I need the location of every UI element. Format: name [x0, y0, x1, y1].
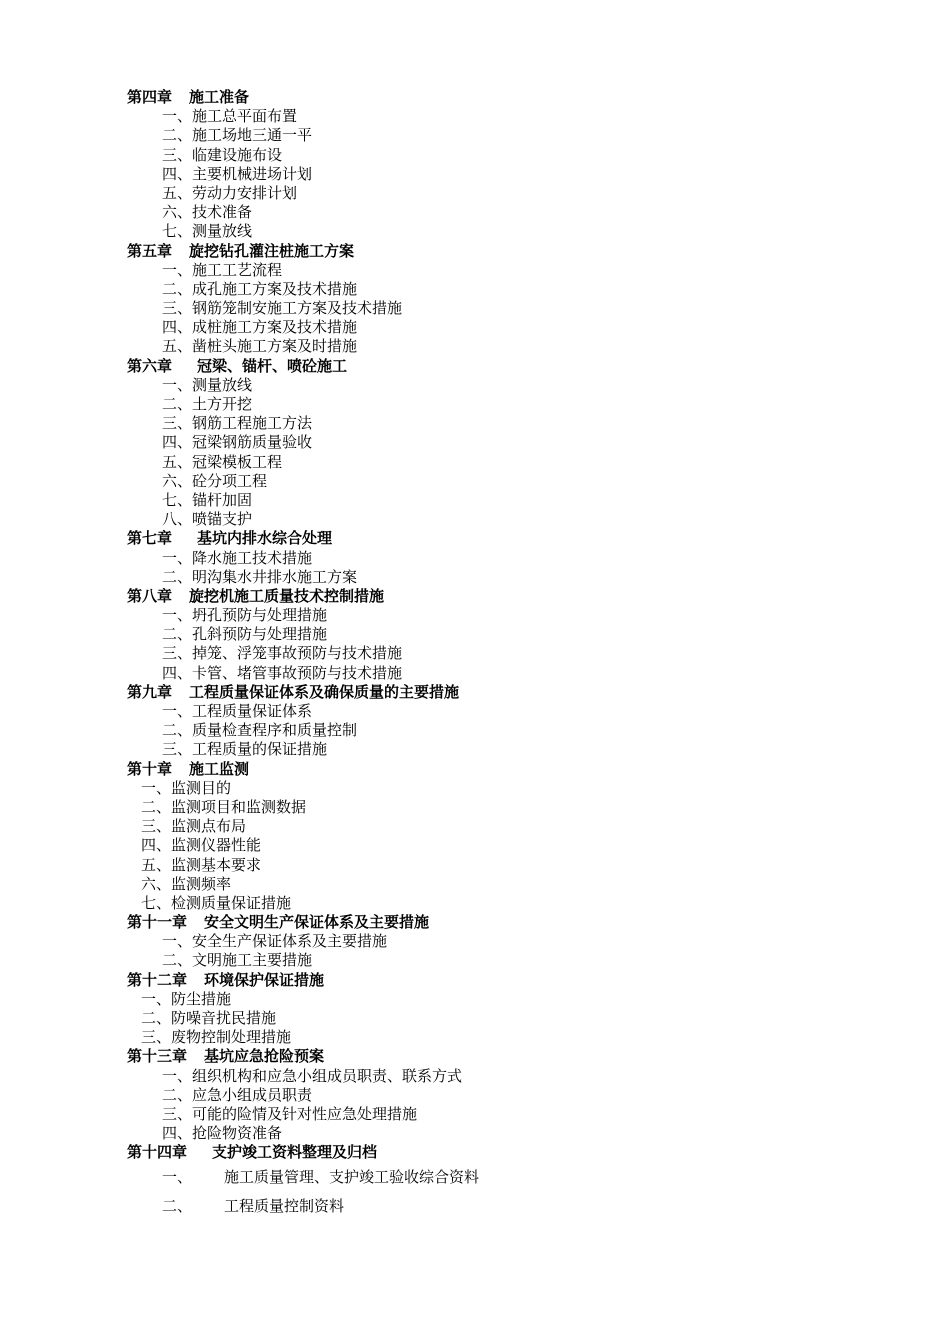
- section-item: [127, 779, 907, 798]
- section-item: [127, 875, 907, 894]
- section-number: 五、: [162, 337, 193, 356]
- section-number: 一、: [162, 260, 193, 279]
- section-title: 抢险物资准备: [192, 1124, 283, 1143]
- section-item: [127, 261, 907, 280]
- section-title: 文明施工主要措施: [192, 951, 313, 970]
- chapter-title: 施工监测: [189, 759, 250, 778]
- chapter-title: 工程质量保证体系及确保质量的主要措施: [189, 682, 460, 701]
- chapter-heading: [127, 88, 907, 107]
- section-title: 劳动力安排计划: [192, 183, 298, 202]
- chapter-heading: [127, 1143, 907, 1162]
- section-number: 一、: [162, 606, 193, 625]
- section-item: [127, 146, 907, 165]
- chapter-number: 第九章: [127, 682, 173, 701]
- chapter-title: 基坑应急抢险预案: [204, 1047, 325, 1066]
- section-item: [127, 433, 907, 452]
- section-title: 主要机械进场计划: [192, 164, 313, 183]
- chapter-heading: [127, 683, 907, 702]
- chapter-number: 第十二章: [127, 970, 188, 989]
- section-title: 废物控制处理措施: [171, 1028, 292, 1047]
- section-number: 二、: [162, 279, 193, 298]
- section-number: 三、: [141, 817, 172, 836]
- section-title: 孔斜预防与处理措施: [192, 625, 328, 644]
- section-title: 工程质量保证体系: [192, 702, 313, 720]
- section-item: [127, 856, 907, 875]
- section-title: 检测质量保证措施: [171, 893, 292, 912]
- section-item: [127, 318, 907, 337]
- section-item: [127, 1105, 907, 1124]
- section-title: 钢筋工程施工方法: [192, 414, 313, 433]
- section-item: [127, 1086, 907, 1105]
- chapter-heading: [127, 357, 907, 376]
- section-number: 二、: [141, 1009, 172, 1027]
- section-number: 四、: [141, 836, 172, 855]
- section-number: 八、: [162, 510, 193, 529]
- section-number: 四、: [162, 164, 193, 183]
- chapter-title: 环境保护保证措施: [204, 970, 325, 989]
- section-number: 六、: [141, 874, 172, 893]
- section-item: [127, 1009, 907, 1028]
- section-item: [127, 1163, 907, 1192]
- section-item: [127, 798, 907, 817]
- section-number: 一、: [141, 778, 172, 797]
- section-number: 二、: [162, 1085, 193, 1104]
- section-title: 测量放线: [192, 375, 253, 394]
- section-number: 三、: [162, 644, 193, 663]
- section-item: [127, 951, 907, 970]
- chapter-number: 第四章: [127, 88, 173, 106]
- chapter-title: 冠梁、锚杆、喷砼施工: [197, 356, 348, 375]
- chapter-title: 基坑内排水综合处理: [197, 529, 333, 548]
- section-number: 七、: [162, 490, 193, 509]
- chapter-title: 旋挖钻孔灌注桩施工方案: [189, 241, 355, 260]
- section-title: 监测频率: [171, 874, 232, 893]
- chapter-heading: [127, 242, 907, 261]
- section-title: 质量检查程序和质量控制: [192, 721, 358, 740]
- table-of-contents: [127, 88, 907, 1221]
- section-number: 二、: [162, 721, 193, 740]
- chapter-heading: [127, 529, 907, 548]
- chapter-number: 第十一章: [127, 913, 188, 932]
- section-number: 一、: [162, 548, 193, 567]
- section-item: [127, 222, 907, 241]
- section-title: 工程质量的保证措施: [192, 740, 328, 759]
- section-item: [127, 165, 907, 184]
- section-title: 临建设施布设: [192, 145, 283, 164]
- section-title: 凿桩头施工方案及时措施: [192, 337, 358, 356]
- section-item: [127, 395, 907, 414]
- section-number: 四、: [162, 433, 193, 452]
- section-title: 锚杆加固: [192, 490, 253, 509]
- section-number: 六、: [162, 471, 193, 490]
- section-number: 三、: [162, 1104, 193, 1123]
- section-number: 三、: [141, 1028, 172, 1047]
- section-item: [127, 664, 907, 683]
- section-item: [127, 606, 907, 625]
- section-item: [127, 299, 907, 318]
- section-item: [127, 280, 907, 299]
- chapter-number: 第五章: [127, 241, 173, 260]
- section-title: 冠梁钢筋质量验收: [192, 433, 313, 452]
- section-title: 施工质量管理、支护竣工验收综合资料: [224, 1167, 480, 1186]
- section-title: 应急小组成员职责: [192, 1085, 313, 1104]
- section-title: 技术准备: [192, 203, 253, 222]
- section-item: [127, 472, 907, 491]
- section-title: 降水施工技术措施: [192, 548, 313, 567]
- chapter-number: 第十三章: [127, 1047, 188, 1066]
- section-number: 二、: [162, 395, 193, 413]
- section-item: [127, 721, 907, 740]
- section-title: 防噪音扰民措施: [171, 1009, 277, 1027]
- chapter-number: 第八章: [127, 586, 173, 605]
- section-item: [127, 184, 907, 203]
- section-number: 五、: [162, 452, 193, 471]
- section-item: [127, 625, 907, 644]
- section-number: 一、: [162, 375, 193, 394]
- section-item: [127, 453, 907, 472]
- section-title: 可能的险情及针对性应急处理措施: [192, 1104, 418, 1123]
- section-title: 施工场地三通一平: [192, 126, 313, 145]
- section-number: 一、: [141, 989, 172, 1008]
- section-title: 冠梁模板工程: [192, 452, 283, 471]
- section-number: 一、: [162, 702, 193, 720]
- section-number: 二、: [141, 797, 172, 816]
- chapter-number: 第十章: [127, 759, 173, 778]
- section-item: [127, 817, 907, 836]
- section-item: [127, 107, 907, 126]
- section-item: [127, 644, 907, 663]
- section-title: 监测点布局: [171, 817, 247, 836]
- section-title: 监测仪器性能: [171, 836, 262, 855]
- chapter-number: 第十四章: [127, 1143, 188, 1162]
- section-item: [127, 414, 907, 433]
- chapter-title: 支护竣工资料整理及归档: [212, 1143, 378, 1162]
- section-number: 三、: [162, 145, 193, 164]
- section-number: 五、: [141, 855, 172, 874]
- section-item: [127, 1192, 907, 1221]
- section-number: 一、: [162, 932, 193, 951]
- section-item: [127, 549, 907, 568]
- section-title: 组织机构和应急小组成员职责、联系方式: [192, 1066, 463, 1085]
- section-number: 三、: [162, 299, 193, 318]
- section-title: 砼分项工程: [192, 471, 268, 490]
- section-item: [127, 491, 907, 510]
- chapter-heading: [127, 1047, 907, 1066]
- section-item: [127, 894, 907, 913]
- section-title: 安全生产保证体系及主要措施: [192, 932, 388, 951]
- section-item: [127, 510, 907, 529]
- section-title: 成孔施工方案及技术措施: [192, 279, 358, 298]
- chapter-title: 旋挖机施工质量技术控制措施: [189, 586, 385, 605]
- section-number: 三、: [162, 740, 193, 759]
- section-item: [127, 203, 907, 222]
- chapter-number: 第六章: [127, 356, 173, 375]
- section-item: [127, 1028, 907, 1047]
- section-number: 一、: [162, 1066, 193, 1085]
- section-title: 土方开挖: [192, 395, 253, 413]
- section-title: 钢筋笼制安施工方案及技术措施: [192, 299, 403, 318]
- section-number: 四、: [162, 318, 193, 337]
- section-title: 监测项目和监测数据: [171, 797, 307, 816]
- section-title: 坍孔预防与处理措施: [192, 606, 328, 625]
- section-number: 七、: [141, 893, 172, 912]
- section-item: [127, 836, 907, 855]
- chapter-heading: [127, 913, 907, 932]
- section-title: 成桩施工方案及技术措施: [192, 318, 358, 337]
- section-number: 六、: [162, 203, 193, 222]
- section-number: 二、: [162, 625, 193, 644]
- section-title: 工程质量控制资料: [224, 1196, 345, 1215]
- section-number: 二、: [162, 126, 193, 145]
- section-title: 监测目的: [171, 778, 232, 797]
- section-number: 四、: [162, 1124, 193, 1143]
- section-item: [127, 702, 907, 721]
- chapter-heading: [127, 587, 907, 606]
- section-title: 喷锚支护: [192, 510, 253, 529]
- section-number: 一、: [162, 107, 193, 126]
- section-title: 测量放线: [192, 222, 253, 241]
- section-item: [127, 740, 907, 759]
- section-number: 四、: [162, 663, 193, 682]
- chapter-heading: [127, 760, 907, 779]
- section-number: 二、: [162, 567, 193, 586]
- section-item: [127, 126, 907, 145]
- section-number: 一、: [162, 1167, 193, 1186]
- section-title: 明沟集水井排水施工方案: [192, 567, 358, 586]
- section-item: [127, 932, 907, 951]
- chapter-heading: [127, 971, 907, 990]
- section-title: 卡管、堵管事故预防与技术措施: [192, 663, 403, 682]
- section-item: [127, 1067, 907, 1086]
- section-title: 施工总平面布置: [192, 107, 298, 126]
- section-number: 三、: [162, 414, 193, 433]
- section-title: 防尘措施: [171, 989, 232, 1008]
- chapter-title: 安全文明生产保证体系及主要措施: [204, 913, 430, 932]
- chapter-title: 施工准备: [189, 88, 250, 106]
- section-title: 监测基本要求: [171, 855, 262, 874]
- section-number: 二、: [162, 951, 193, 970]
- section-number: 二、: [162, 1196, 193, 1215]
- section-item: [127, 990, 907, 1009]
- section-item: [127, 376, 907, 395]
- section-number: 五、: [162, 183, 193, 202]
- section-title: 施工工艺流程: [192, 260, 283, 279]
- chapter-number: 第七章: [127, 529, 173, 548]
- section-item: [127, 337, 907, 356]
- section-item: [127, 1124, 907, 1143]
- section-title: 掉笼、浮笼事故预防与技术措施: [192, 644, 403, 663]
- section-number: 七、: [162, 222, 193, 241]
- section-item: [127, 568, 907, 587]
